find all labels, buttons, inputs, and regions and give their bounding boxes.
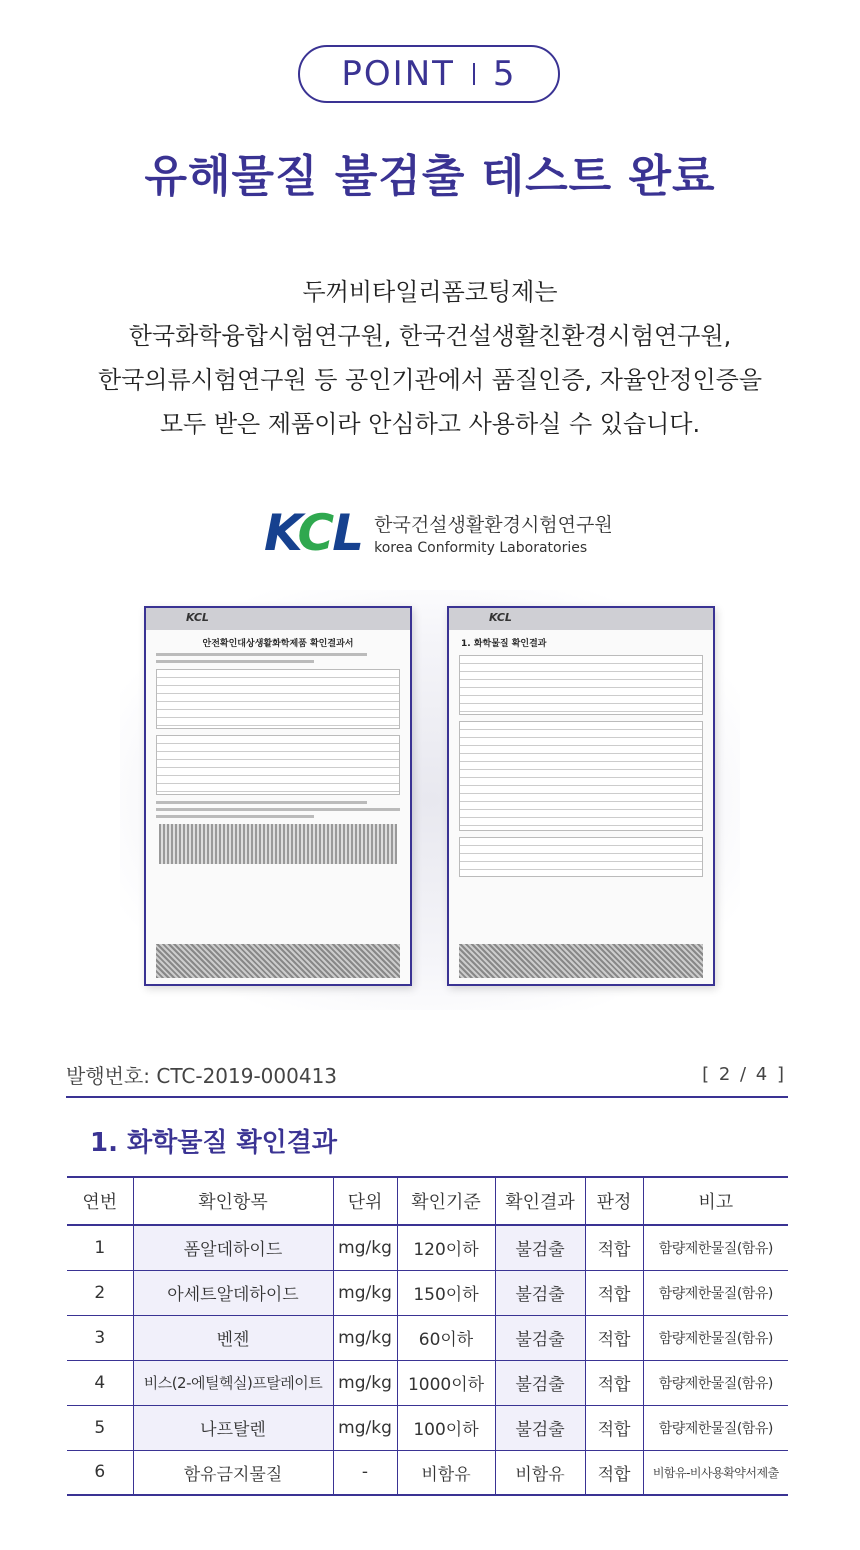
cell-result: 불검출 — [495, 1225, 585, 1270]
doc-table — [459, 721, 703, 831]
issue-info — [66, 1060, 786, 1089]
table-row — [67, 1405, 788, 1450]
doc-section-title: 1. 화학물질 확인결과 — [461, 639, 547, 649]
doc-text-line — [156, 653, 367, 656]
header-cell: 확인기준 — [397, 1177, 495, 1225]
divider — [66, 1096, 788, 1098]
description-line: 두꺼비타일리폼코팅제는 — [302, 278, 558, 306]
header-cell: 단위 — [333, 1177, 397, 1225]
point-divider — [473, 63, 475, 85]
header-cell: 확인항목 — [133, 1177, 333, 1225]
cell-item: 폼알데하이드 — [133, 1225, 333, 1270]
cell-no: 6 — [67, 1450, 133, 1495]
doc-logo: KCL — [489, 611, 512, 624]
cell-note: 함량제한물질(함유) — [643, 1360, 788, 1405]
cell-standard: 60이하 — [397, 1315, 495, 1360]
cell-result: 불검출 — [495, 1405, 585, 1450]
cell-standard: 100이하 — [397, 1405, 495, 1450]
cell-standard: 비함유 — [397, 1450, 495, 1495]
doc-table — [156, 735, 400, 795]
header-cell: 확인결과 — [495, 1177, 585, 1225]
description-line: 모두 받은 제품이라 안심하고 사용하실 수 있습니다. — [159, 410, 701, 438]
cell-note: 함량제한물질(함유) — [643, 1225, 788, 1270]
header-cell: 비고 — [643, 1177, 788, 1225]
issue-number: 발행번호: CTC-2019-000413 — [66, 1064, 338, 1088]
cell-result: 불검출 — [495, 1270, 585, 1315]
cell-standard: 120이하 — [397, 1225, 495, 1270]
section-title: 1. 화학물질 확인결과 — [90, 1128, 337, 1158]
cell-no: 3 — [67, 1315, 133, 1360]
doc-table — [459, 837, 703, 877]
table-row — [67, 1360, 788, 1405]
cell-judgement: 적합 — [585, 1225, 643, 1270]
table-row — [67, 1225, 788, 1270]
cell-standard: 150이하 — [397, 1270, 495, 1315]
table-row — [67, 1450, 788, 1495]
table-row — [67, 1270, 788, 1315]
certificate-page-1-image — [144, 606, 412, 986]
cell-judgement: 적합 — [585, 1450, 643, 1495]
point-label: POINT — [341, 54, 455, 94]
cell-no: 5 — [67, 1405, 133, 1450]
description-line: 한국화학융합시험연구원, 한국건설생활친환경시험연구원, — [128, 322, 732, 350]
cell-judgement: 적합 — [585, 1315, 643, 1360]
doc-seal — [159, 824, 397, 864]
cell-unit: mg/kg — [333, 1315, 397, 1360]
cell-unit: mg/kg — [333, 1225, 397, 1270]
doc-logo: KCL — [186, 611, 209, 624]
header-cell: 판정 — [585, 1177, 643, 1225]
cell-note: 함량제한물질(함유) — [643, 1405, 788, 1450]
doc-title: 안전확인대상생활화학제품 확인결과서 — [202, 639, 354, 649]
point-badge — [298, 45, 560, 103]
page-indicator: [ 2 / 4 ] — [702, 1064, 786, 1085]
cell-result: 불검출 — [495, 1315, 585, 1360]
doc-table — [156, 669, 400, 729]
doc-header — [449, 608, 713, 630]
chemical-results-table — [67, 1176, 788, 1496]
table-row — [67, 1315, 788, 1360]
cell-no: 4 — [67, 1360, 133, 1405]
page-headline: 유해물질 불검출 테스트 완료 — [144, 151, 716, 202]
cell-result: 비함유 — [495, 1450, 585, 1495]
certificate-page-2-image — [447, 606, 715, 986]
table-header-row — [67, 1177, 788, 1225]
kcl-name-english: korea Conformity Laboratories — [374, 540, 588, 556]
cell-judgement: 적합 — [585, 1405, 643, 1450]
cell-result: 불검출 — [495, 1360, 585, 1405]
cell-unit: mg/kg — [333, 1360, 397, 1405]
doc-table — [459, 655, 703, 715]
kcl-logo — [264, 504, 613, 562]
kcl-logo-mark: KCL — [264, 504, 363, 562]
doc-footer-codes — [156, 944, 400, 978]
point-number: 5 — [492, 54, 517, 94]
cell-item: 비스(2-에틸헥실)프탈레이트 — [133, 1360, 333, 1405]
doc-text-line — [156, 801, 367, 804]
cell-judgement: 적합 — [585, 1270, 643, 1315]
cell-note: 함량제한물질(함유) — [643, 1315, 788, 1360]
cell-unit: mg/kg — [333, 1270, 397, 1315]
cell-no: 1 — [67, 1225, 133, 1270]
cell-note: 함량제한물질(함유) — [643, 1270, 788, 1315]
cell-item: 나프탈렌 — [133, 1405, 333, 1450]
cell-item: 함유금지물질 — [133, 1450, 333, 1495]
description — [0, 270, 860, 446]
cell-unit: mg/kg — [333, 1405, 397, 1450]
cell-standard: 1000이하 — [397, 1360, 495, 1405]
kcl-name-korean: 한국건설생활환경시험연구원 — [374, 514, 613, 536]
cell-item: 벤젠 — [133, 1315, 333, 1360]
cell-note: 비함유-비사용확약서제출 — [643, 1450, 788, 1495]
description-line: 한국의류시험연구원 등 공인기관에서 품질인증, 자율안정인증을 — [97, 366, 763, 394]
kcl-logo-text — [374, 510, 613, 556]
doc-header — [146, 608, 410, 630]
doc-text-line — [156, 660, 314, 663]
doc-text-line — [156, 808, 400, 811]
cell-no: 2 — [67, 1270, 133, 1315]
cell-item: 아세트알데하이드 — [133, 1270, 333, 1315]
cell-unit: - — [333, 1450, 397, 1495]
cell-judgement: 적합 — [585, 1360, 643, 1405]
header-cell: 연번 — [67, 1177, 133, 1225]
doc-text-line — [156, 815, 314, 818]
doc-footer-codes — [459, 944, 703, 978]
